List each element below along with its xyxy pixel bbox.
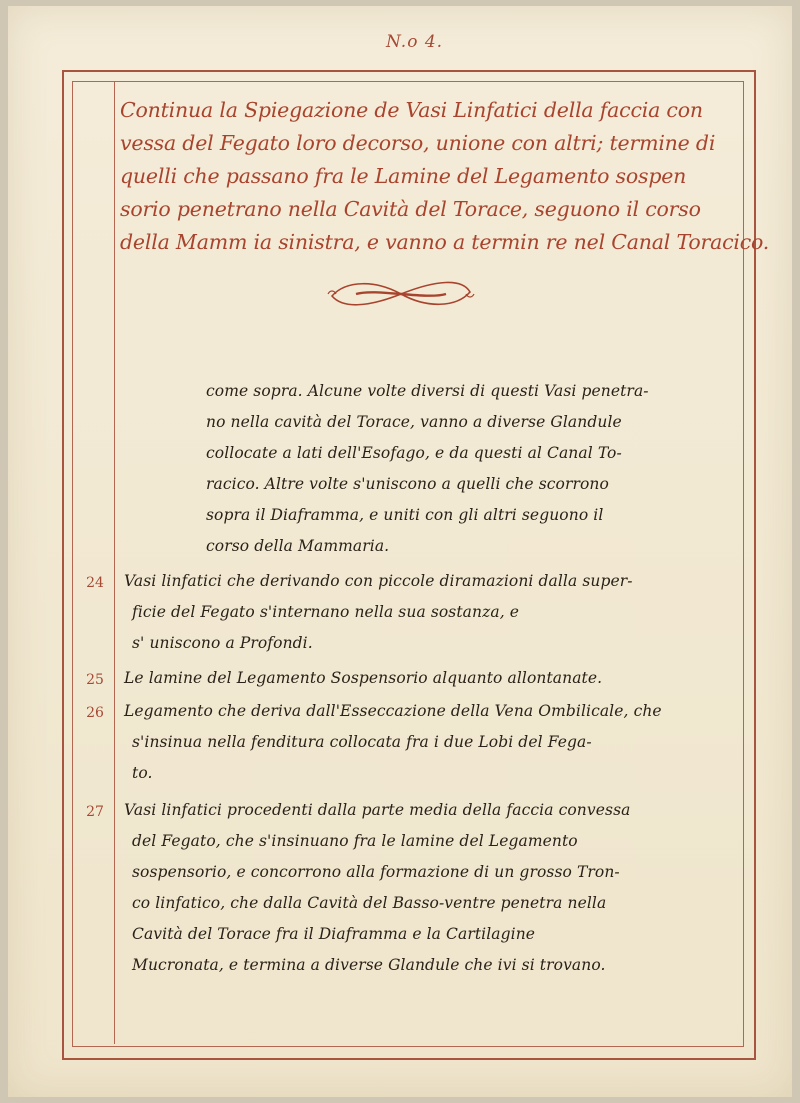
text-line: to. [132, 764, 153, 782]
heading-line: della Mamm ia sinistra, e vanno a termin re nel Canal Toracico. [120, 230, 770, 254]
text-line: come sopra. Alcune volte diversi di questi Vasi penetra- [206, 382, 649, 400]
text-line: Legamento che deriva dall'Esseccazione della Vena Ombilicale, che [124, 702, 662, 720]
text-line: Vasi linfatici procedenti dalla parte media della faccia convessa [124, 801, 631, 819]
text-line: Mucronata, e termina a diverse Glandule che ivi si trovano. [132, 956, 606, 974]
text-line: sopra il Diaframma, e uniti con gli altri seguono il [206, 506, 604, 524]
heading-line: quelli che passano fra le Lamine del Legamento sospen [120, 164, 687, 188]
text-line: corso della Mammaria. [206, 537, 390, 555]
folio-number: N.o 4. [386, 32, 444, 52]
entry-number: 27 [86, 804, 104, 820]
text-line: Le lamine del Legamento Sospensorio alquanto allontanate. [124, 669, 603, 687]
manuscript-page [8, 6, 792, 1097]
page-heading [120, 94, 770, 259]
text-line: s'insinua nella fenditura collocata fra i due Lobi del Fega- [132, 733, 592, 751]
text-line: s' uniscono a Profondi. [132, 634, 313, 652]
entry-number: 25 [86, 672, 104, 688]
heading-line: vessa del Fegato loro decorso, unione con altri; termine di [120, 131, 716, 155]
calligraphic-flourish-icon [326, 274, 476, 314]
text-line: Cavità del Torace fra il Diaframma e la Cartilagine [132, 925, 536, 943]
text-line: ficie del Fegato s'internano nella sua sostanza, e [132, 603, 520, 621]
heading-line: Continua la Spiegazione de Vasi Linfatici della faccia con [120, 98, 703, 122]
text-line: co linfatico, che dalla Cavità del Basso-ventre penetra nella [132, 894, 607, 912]
heading-line: sorio penetrano nella Cavità del Torace, seguono il corso [120, 197, 701, 221]
text-line: del Fegato, che s'insinuano fra le lamine del Legamento [132, 832, 578, 850]
text-line: racico. Altre volte s'uniscono a quelli che scorrono [206, 475, 609, 493]
text-line: Vasi linfatici che derivando con piccole diramazioni dalla super- [124, 572, 633, 590]
entry-number: 24 [86, 575, 104, 591]
margin-rule [114, 82, 115, 1044]
text-line: no nella cavità del Torace, vanno a diverse Glandule [206, 413, 622, 431]
entry-number: 26 [86, 705, 104, 721]
text-line: collocate a lati dell'Esofago, e da questi al Canal To- [206, 444, 622, 462]
text-line: sospensorio, e concorrono alla formazione di un grosso Tron- [132, 863, 620, 881]
